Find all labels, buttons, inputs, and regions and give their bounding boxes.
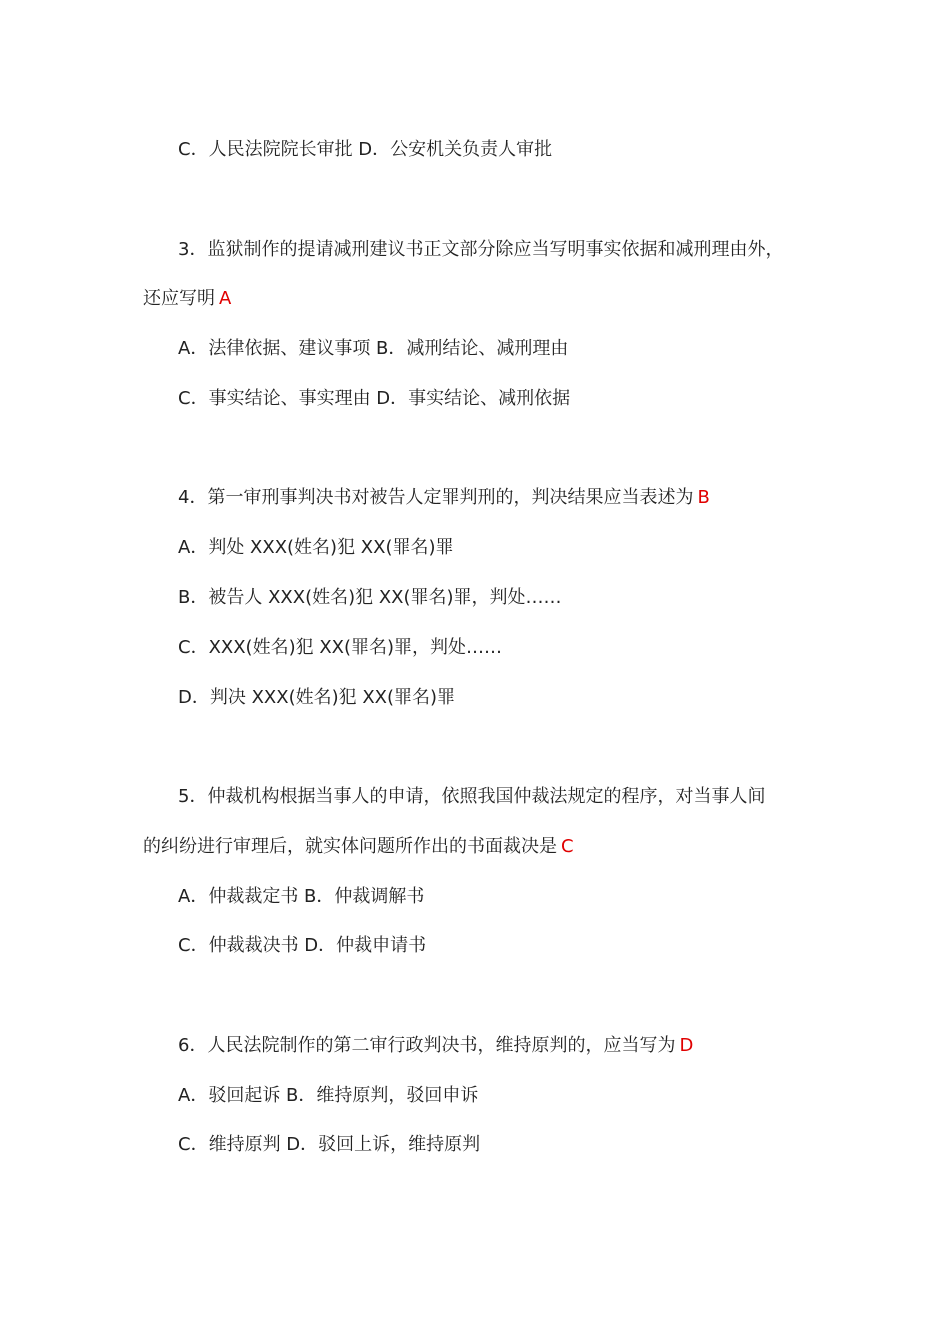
q4-option-c: C．XXX(姓名)犯 XX(罪名)罪，判处…… (178, 637, 503, 658)
q3-stem-text: 还应写明 (143, 288, 215, 309)
q5-answer: C (561, 836, 574, 857)
q3-options-a-b: A．法律依据、建议事项 B．减刑结论、减刑理由 (178, 338, 569, 359)
q6-stem (178, 1034, 693, 1058)
q2-options-c-d: C．人民法院院长审批 D．公安机关负责人审批 (178, 139, 553, 160)
q6-options-a-b: A．驳回起诉 B．维持原判，驳回申诉 (178, 1085, 479, 1106)
q4-stem-text: 4．第一审刑事判决书对被告人定罪判刑的，判决结果应当表述为 (178, 487, 694, 508)
q3-stem-line2 (143, 287, 231, 311)
q4-answer: B (697, 487, 710, 508)
q3-options-c-d: C．事实结论、事实理由 D．事实结论、减刑依据 (178, 388, 571, 409)
q3-answer: A (219, 288, 232, 309)
q6-answer: D (679, 1035, 694, 1056)
q5-stem-line2 (143, 835, 574, 859)
q4-option-b: B．被告人 XXX(姓名)犯 XX(罪名)罪，判处…… (178, 587, 562, 608)
q5-stem-line1: 5．仲裁机构根据当事人的申请，依照我国仲裁法规定的程序，对当事人间 (178, 786, 766, 807)
q5-options-c-d: C．仲裁裁决书 D．仲裁申请书 (178, 935, 427, 956)
q4-stem (178, 486, 710, 510)
q4-option-d: D．判决 XXX(姓名)犯 XX(罪名)罪 (178, 687, 456, 708)
q5-stem-text: 的纠纷进行审理后，就实体问题所作出的书面裁决是 (143, 836, 557, 857)
q5-options-a-b: A．仲裁裁定书 B．仲裁调解书 (178, 886, 425, 907)
q6-stem-text: 6．人民法院制作的第二审行政判决书，维持原判的，应当写为 (178, 1035, 676, 1056)
q3-stem-line1: 3．监狱制作的提请减刑建议书正文部分除应当写明事实依据和减刑理由外， (178, 239, 784, 260)
q4-option-a: A．判处 XXX(姓名)犯 XX(罪名)罪 (178, 537, 454, 558)
q6-options-c-d: C．维持原判 D．驳回上诉，维持原判 (178, 1134, 481, 1155)
